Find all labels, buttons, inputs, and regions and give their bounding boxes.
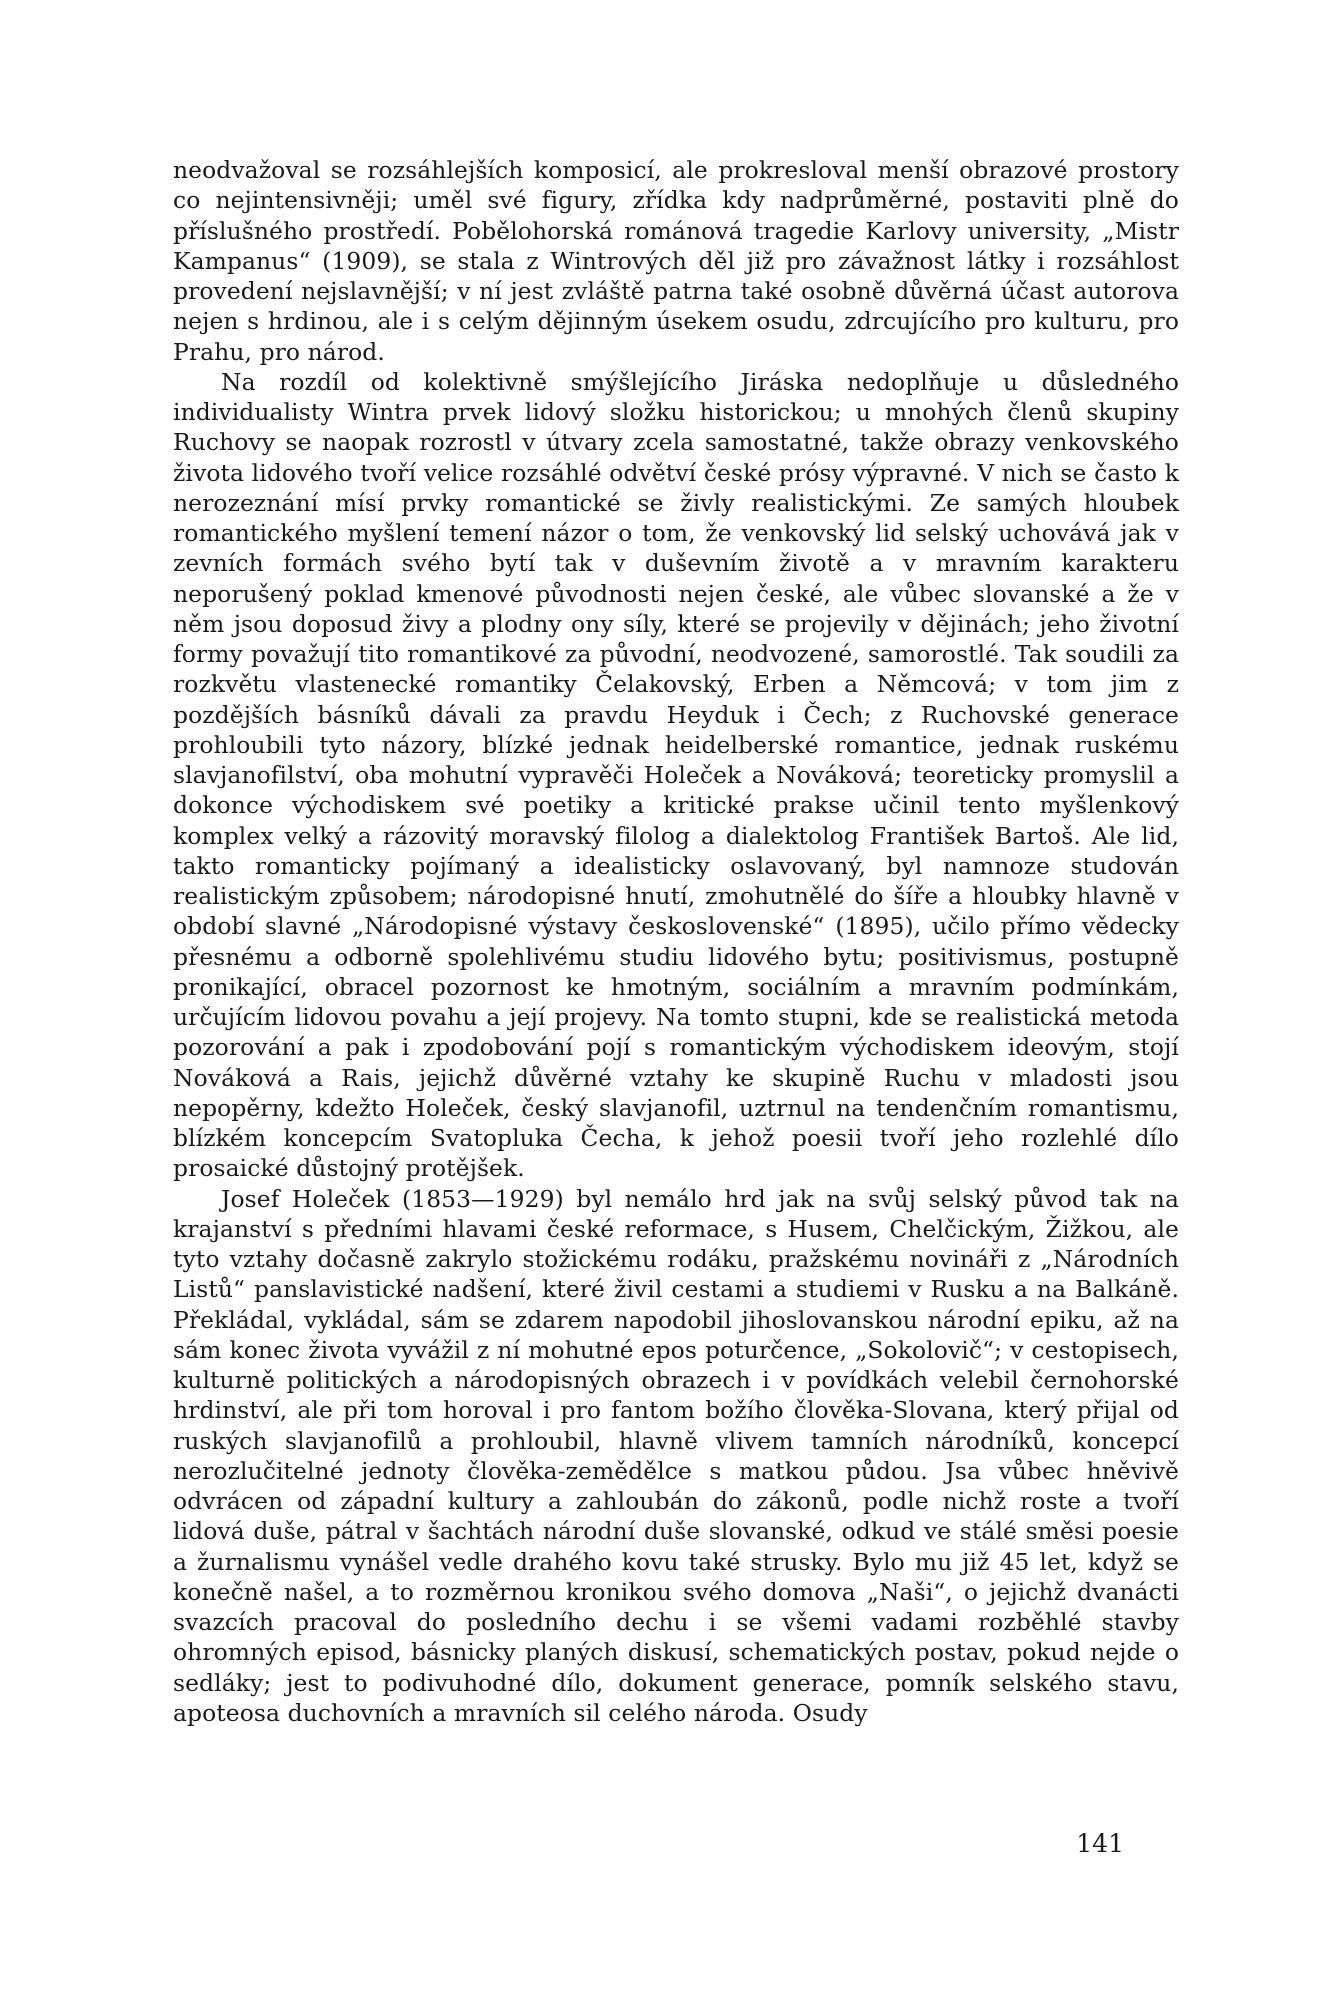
page-number: 141 — [1076, 1829, 1124, 1858]
paragraph-1: neodvažoval se rozsáhlejších komposicí, ale prokresloval menší obrazové prostory co nejintensivněji; uměl své figury, zřídka kdy nadprůměrné, postaviti plně do příslušného prostředí. Pobělohorská románová tragedie Karlovy university, „Mistr Kampanus“ (1909), se stala z Wintrových děl již pro závažnost látky i rozsáhlost provedení nejslavnější; v ní jest zvláště patrna také osobně důvěrná účast autorova nejen s hrdinou, ale i s celým dějinným úsekem osudu, zdrcujícího pro kulturu, pro Prahu, pro národ. — [173, 156, 1179, 366]
body-text — [173, 155, 1179, 1728]
paragraph-2: Na rozdíl od kolektivně smýšlejícího Jiráska nedoplňuje u důsledného individualisty Wintra prvek lidový složku historickou; u mnohých členů skupiny Ruchovy se naopak rozrostl v útvary zcela samostatné, takže obrazy venkovského života lidového tvoří velice rozsáhlé odvětví české prósy výpravné. V nich se často k nerozeznání mísí prvky romantické se živly realistickými. Ze samých hloubek romantického myšlení temení názor o tom, že venkovský lid selský uchovává jak v zevních formách svého bytí tak v duševním životě a v mravním karakteru neporušený poklad kmenové původnosti nejen české, ale vůbec slovanské a že v něm jsou doposud živy a plodny ony síly, které se projevily v dějinách; jeho životní formy považují tito romantikové za původní, neodvozené, samorostlé. Tak soudili za rozkvětu vlastenecké romantiky Čelakovský, Erben a Němcová; v tom jim z pozdějších básníků dávali za pravdu Heyduk i Čech; z Ruchovské generace prohloubili tyto názory, blízké jednak heidelberské romantice, jednak ruskému slavjanofilství, oba mohutní vypravěči Holeček a Nováková; teoreticky promyslil a dokonce východiskem své poetiky a kritické prakse učinil tento myšlenkový komplex velký a rázovitý moravský filolog a dialektolog František Bartoš. Ale lid, takto romanticky pojímaný a idealisticky oslavovaný, byl namnoze studován realistickým způsobem; národopisné hnutí, zmohutnělé do šíře a hloubky hlavně v období slavné „Národopisné výstavy československé“ (1895), učilo přímo vědecky přesnému a odborně spolehlivému studiu lidového bytu; positivismus, postupně pronikající, obracel pozornost ke hmotným, sociálním a mravním podmínkám, určujícím lidovou povahu a její projevy. Na tomto stupni, kde se realistická metoda pozorování a pak i zpodobování pojí s romantickým východiskem ideovým, stojí Nováková a Rais, jejichž důvěrné vztahy ke skupině Ruchu v mladosti jsou nepopěrny, kdežto Holeček, český slavjanofil, uztrnul na tendenčním romantismu, blízkém koncepcím Svatopluka Čecha, k jehož poesii tvoří jeho rozlehlé dílo prosaické důstojný protějšek. — [173, 367, 1179, 1183]
paragraph-3: Josef Holeček (1853—1929) byl nemálo hrd jak na svůj selský původ tak na krajanství s předními hlavami české reformace, s Husem, Chelčickým, Žižkou, ale tyto vztahy dočasně zakrylo stožickému rodáku, pražskému novináři z „Národních Listů“ panslavistické nadšení, které živil cestami a studiemi v Rusku a na Balkáně. Překládal, vykládal, sám se zdarem napodobil jihoslovanskou národní epiku, až na sám konec života vyvážil z ní mohutné epos poturčence, „Sokolovič“; v cestopisech, kulturně politických a národopisných obrazech i v povídkách velebil černohorské hrdinství, ale při tom horoval i pro fantom božího člověka-Slovana, který přijal od ruských slavjanofilů a prohloubil, hlavně vlivem tamních národníků, koncepcí nerozlučitelné jednoty člověka-zemědělce s matkou půdou. Jsa vůbec hněvivě odvrácen od západní kultury a zahloubán do zákonů, podle nichž roste a tvoří lidová duše, pátral v šachtách národní duše slovanské, odkud ve stálé směsi poesie a žurnalismu vynášel vedle drahého kovu také strusky. Bylo mu již 45 let, když se konečně našel, a to rozměrnou kronikou svého domova „Naši“, o jejichž dvanácti svazcích pracoval do posledního dechu i se všemi vadami rozběhlé stavby ohromných episod, básnicky planých diskusí, schematických postav, pokud nejde o sedláky; jest to podivuhodné dílo, dokument generace, pomník selského stavu, apoteosa duchovních a mravních sil celého národa. Osudy — [173, 1184, 1179, 1727]
